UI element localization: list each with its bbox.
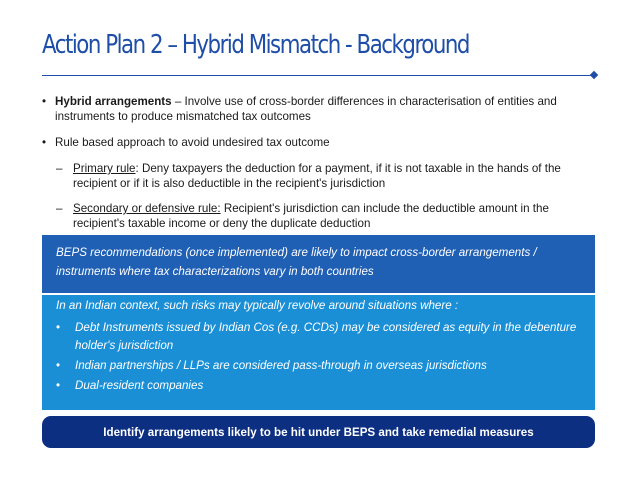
- title-underline: [42, 75, 593, 76]
- bullet-mark: •: [42, 95, 47, 108]
- dash-mark: –: [56, 162, 63, 175]
- beps-recommendation-text: BEPS recommendations (once implemented) are likely to impact cross-border arrangements / instruments where tax characterizations vary in both countries: [56, 246, 537, 278]
- bullet-rule-based-approach: [42, 135, 598, 150]
- sub-bullet-lead: Primary rule: [73, 162, 136, 175]
- call-to-action-text: Identify arrangements likely to be hit under BEPS and take remedial measures: [103, 425, 534, 439]
- bullet-mark: •: [56, 321, 61, 334]
- call-to-action-banner: [42, 416, 595, 448]
- bullet-mark: •: [56, 359, 61, 372]
- list-item-text: Dual-resident companies: [75, 379, 204, 392]
- sub-bullet-secondary-rule: [42, 201, 598, 231]
- slide-title: Action Plan 2 – Hybrid Mismatch - Background: [42, 30, 469, 60]
- bullet-lead: Hybrid arrangements: [55, 95, 172, 108]
- sub-bullet-text: Recipient's jurisdiction can include the deductible amount in the recipient's taxable income or deny the duplicate deduction: [73, 202, 549, 230]
- bullet-list: [42, 94, 598, 241]
- indian-context-box: [42, 295, 595, 410]
- bullet-text: Rule based approach to avoid undesired tax outcome: [55, 136, 330, 149]
- list-item: [56, 357, 583, 375]
- indian-context-intro: In an Indian context, such risks may typically revolve around situations where :: [56, 299, 459, 312]
- dash-mark: –: [56, 202, 63, 215]
- list-item-text: Debt Instruments issued by Indian Cos (e.g. CCDs) may be considered as equity in the debenture holder's jurisdiction: [75, 321, 577, 352]
- sub-bullet-primary-rule: [42, 161, 598, 191]
- diamond-icon: [590, 71, 598, 79]
- beps-recommendation-box: [42, 235, 595, 293]
- bullet-hybrid-arrangements: [42, 94, 598, 124]
- bullet-text: – Involve use of cross-border differences in characterisation of entities and instruments to produce mismatched tax outcomes: [55, 95, 557, 123]
- sub-bullet-text: : Deny taxpayers the deduction for a payment, if it is not taxable in the hands of the recipient or if it is also deductible in the recipient's jurisdiction: [73, 162, 561, 190]
- list-item-text: Indian partnerships / LLPs are considered pass-through in overseas jurisdictions: [75, 359, 487, 372]
- bullet-mark: •: [56, 379, 61, 392]
- list-item: [56, 319, 583, 355]
- sub-bullet-lead: Secondary or defensive rule:: [73, 202, 221, 215]
- list-item: [56, 377, 583, 395]
- bullet-mark: •: [42, 136, 47, 149]
